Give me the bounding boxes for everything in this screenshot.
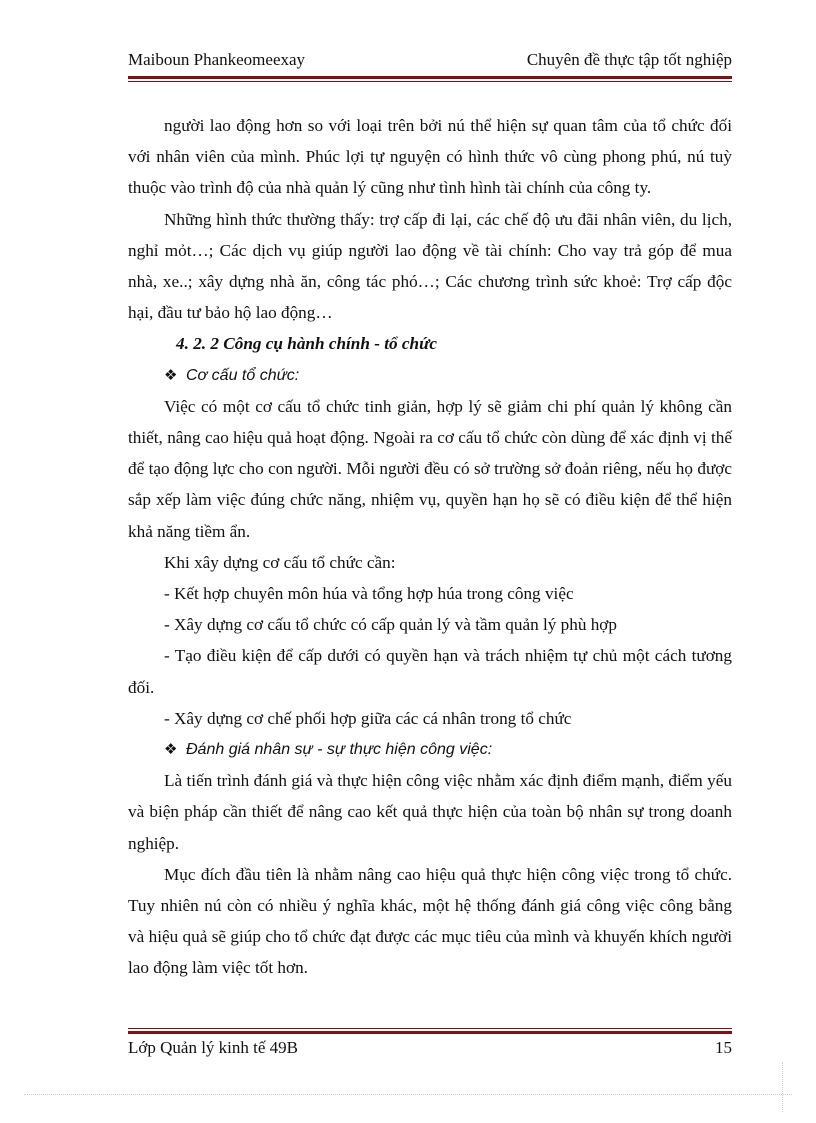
header-title: Chuyên đề thực tập tốt nghiệp	[526, 50, 732, 69]
list-item: - Xây dựng cơ chế phối hợp giữa các cá nhân trong tổ chức	[164, 708, 572, 728]
paragraph-structure: Việc có một cơ cấu tổ chức tinh giản, hợp lý sẽ giảm chi phí quản lý không cần thiết, nâng cao hiệu quả hoạt động. Ngoài ra cơ cấu tổ chức còn dùng để xác định vị thế để tạo động lực cho con người. Mỗi người đều có sở trường sở đoản riêng, nếu họ được sắp xếp làm việc đúng chức năng, nhiệm vụ, quyền hạn họ sẽ có điều kiện để thể hiện khả năng tiềm ẩn.	[128, 396, 732, 541]
list-item: - Kết hợp chuyên môn húa và tổng hợp húa trong công việc	[164, 584, 574, 604]
section-heading: 4. 2. 2 Công cụ hành chính - tổ chức	[176, 334, 438, 354]
footer-class: Lớp Quản lý kinh tế 49B	[128, 1038, 298, 1057]
paragraph-structure-intro: Khi xây dựng cơ cấu tổ chức cần:	[164, 552, 396, 572]
diamond-bullet-icon: ❖	[164, 366, 178, 384]
paragraph-forms: Những hình thức thường thấy: trợ cấp đi lại, các chế độ ưu đãi nhân viên, du lịch, nghỉ mỏt…; Các dịch vụ giúp người lao động về tài chính: Cho vay trả góp để mua nhà, xe..; xây dựng nhà ăn, công tác phó…; Các chương trình sức khoẻ: Trợ cấp độc hại, đầu tư bảo hộ lao động…	[128, 209, 732, 323]
footer-rule-thick	[128, 1031, 732, 1034]
paragraph-welfare: người lao động hơn so với loại trên bởi nú thể hiện sự quan tâm của tổ chức đối với nhân viên của mình. Phúc lợi tự nguyện có hình thức vô cùng phong phú, nú tuỳ thuộc vào trình độ của nhà quản lý cũng như tình hình tài chính của công ty.	[128, 116, 732, 198]
page-number: 15	[715, 1038, 732, 1057]
header-rule-thick	[128, 76, 732, 79]
list-item: - Xây dựng cơ cấu tổ chức có cấp quản lý và tầm quản lý phù hợp	[164, 615, 617, 635]
list-item: - Tạo điều kiện để cấp dưới có quyền hạn và trách nhiệm tự chủ một cách tương đối.	[128, 646, 732, 697]
header-author: Maiboun Phankeomeexay	[128, 50, 306, 69]
bullet-label: Cơ cấu tổ chức:	[186, 366, 300, 384]
bullet-org-structure	[128, 360, 732, 391]
paragraph-evaluation: Là tiến trình đánh giá và thực hiện công việc nhằm xác định điểm mạnh, điểm yếu và biện pháp cần thiết để nâng cao kết quả thực hiện của toàn bộ nhân sự trong doanh nghiệp.	[128, 771, 732, 853]
bullet-evaluation	[128, 734, 732, 765]
footer-rule-thin	[128, 1028, 732, 1029]
page-body	[128, 110, 732, 984]
paragraph-purpose: Mục đích đầu tiên là nhằm nâng cao hiệu quả thực hiện công việc trong tổ chức. Tuy nhiên nú còn có nhiều ý nghĩa khác, một hệ thống đánh giá công việc công bằng và hiệu quả sẽ giúp cho tổ chức đạt được các mục tiêu của mình và khuyến khích người lao động làm việc tốt hơn.	[128, 864, 732, 978]
page-boundary-horizontal	[24, 1094, 792, 1095]
page-header	[128, 50, 732, 74]
page-boundary-vertical	[782, 1062, 783, 1112]
diamond-bullet-icon: ❖	[164, 741, 178, 759]
page-footer	[128, 1038, 732, 1062]
bullet-label: Đánh giá nhân sự - sự thực hiện công việc:	[186, 741, 493, 759]
header-rule-thin	[128, 81, 732, 82]
